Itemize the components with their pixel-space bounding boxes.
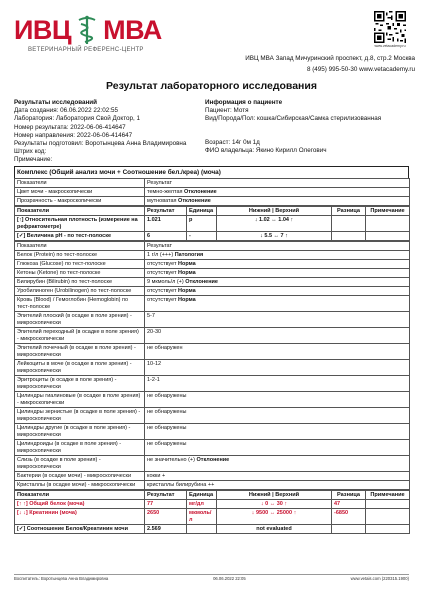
table-row (15, 328, 410, 344)
parameter-name: Цилиндры другие (в осадке в поле зрения) - микроскопически (15, 424, 145, 440)
unit-cell: мг/дл (187, 500, 217, 509)
result-flag: Норма (178, 287, 196, 294)
difference-cell (332, 232, 366, 241)
table-row (15, 424, 410, 440)
report-title: Результат лабораторного исследования (106, 80, 317, 92)
table-row (15, 278, 410, 287)
result-cell (145, 408, 410, 424)
result-value: 20-30 (147, 328, 162, 335)
result-value: не обнаружены (147, 408, 187, 415)
column-header: Показатели (15, 179, 145, 188)
meta-line: Номер направления: 2022-06-06-414647 (14, 131, 133, 139)
result-cell (145, 424, 410, 440)
column-header: Показатели (15, 491, 145, 500)
table-row (15, 232, 410, 241)
patient-name: Пациент: Мотя (205, 107, 249, 115)
table-row (15, 481, 410, 490)
result-flag: Норма (178, 269, 196, 276)
result-cell (145, 278, 410, 287)
result-value: не значительно (+) (147, 456, 195, 463)
parameter-name: Цвет мочи - макроскопически (15, 188, 145, 197)
meta-line: Штрих код: (14, 148, 47, 156)
table-row (15, 509, 410, 525)
result-value: кокки + (147, 472, 166, 479)
results-heading: Результаты исследований (14, 99, 98, 106)
result-value: отсутствует (147, 287, 177, 294)
parameter-name: Эпителий почечный (в осадке в поле зрения) - микроскопически (15, 344, 145, 360)
table-row (15, 296, 410, 312)
parameter-name: Уробилиноген (Urobilinogen) по тест-полоске (15, 287, 145, 296)
result-value: отсутствует (147, 260, 177, 267)
result-cell (145, 328, 410, 344)
table-row (15, 456, 410, 472)
column-header: Показатели (15, 242, 145, 251)
note-cell (366, 509, 410, 525)
column-header: Единица (187, 207, 217, 216)
patient-heading: Информация о пациенте (205, 99, 283, 106)
result-flag: Отклонение (196, 456, 230, 463)
column-header: Разница (332, 207, 366, 216)
result-flag: Норма (178, 296, 196, 303)
table-row (15, 260, 410, 269)
table-row (15, 392, 410, 408)
column-header: Примечание (366, 491, 410, 500)
table-row (15, 500, 410, 509)
table-row (15, 287, 410, 296)
meta-line: Дата создания: 06.06.2022 22:02:55 (14, 107, 118, 115)
result-value: не обнаружен (147, 344, 183, 351)
range-cell: ↓ 9500 ↔ 25000 ↑ (217, 509, 332, 525)
qr-caption: www.vetacademy.ru (374, 44, 406, 48)
result-value: 5-7 (147, 312, 155, 319)
parameter-name: Глюкоза (Glucose) по тест-полоске (15, 260, 145, 269)
table-row (15, 197, 410, 206)
meta-line: Результаты подготовил: Воротынцева Анна Владимировна (14, 140, 187, 148)
qr-code-icon (374, 11, 406, 43)
footer-divider (14, 574, 409, 575)
parameter-name: Цилиндроиды (в осадке в поле зрения) - микроскопически (15, 440, 145, 456)
meta-line: Примечание: (14, 156, 53, 164)
result-cell: 1.021 (145, 216, 187, 232)
result-flag: Отклонение (184, 188, 217, 195)
note-cell (366, 232, 410, 241)
parameter-name: [↑] Относительная плотность (измерение на рефрактометре) (15, 216, 145, 232)
block3-table (14, 241, 410, 490)
table-row (15, 269, 410, 278)
result-flag: Патология (174, 251, 204, 258)
caduceus-emblem-icon (73, 15, 101, 45)
result-value: 9 мкмоль/л (+) (147, 278, 184, 285)
result-value: отсутствует (147, 296, 177, 303)
table-row (15, 188, 410, 197)
note-cell (366, 525, 410, 534)
difference-cell (332, 216, 366, 232)
parameter-name: Билирубин (Bilirubin) по тест-полоске (15, 278, 145, 287)
result-cell: 2650 (145, 509, 187, 525)
result-cell (145, 440, 410, 456)
org-address: ИВЦ МВА Запад Мичуринский проспект, д.8, стр.2 Москва (245, 55, 415, 62)
parameter-name: Прозрачность - макроскопически (15, 197, 145, 206)
org-contacts: 8 (495) 995-50-30 www.vetacademy.ru (306, 66, 415, 73)
result-value: не обнаружены (147, 392, 187, 399)
unit-cell (187, 525, 217, 534)
table-row (15, 525, 410, 534)
page-footer (14, 576, 409, 581)
results-table (14, 166, 409, 534)
patient-species: Вид/Порода/Пол: кошка/Сибирская/Самка стерилизованная (205, 115, 382, 123)
result-cell (145, 456, 410, 472)
result-cell (145, 260, 410, 269)
parameter-name: Кровь (Blood) / Гемоглобин (Hemoglobin) по тест-полоске (15, 296, 145, 312)
owner-name: ФИО владельца: Якино Кирилл Олегович (205, 146, 327, 154)
unit-cell: мкмоль/л (187, 509, 217, 525)
result-value: кристаллы билирубина ++ (147, 481, 215, 488)
logo-tagline: ВЕТЕРИНАРНЫЙ РЕФЕРЕНС-ЦЕНТР (28, 47, 144, 53)
parameter-name: Бактерии (в осадке мочи) - микроскопически (15, 472, 145, 481)
table-row (15, 251, 410, 260)
logo-text-left: ИВЦ (14, 15, 72, 45)
parameter-name: Кетоны (Ketone) по тест-полоске (15, 269, 145, 278)
parameter-name: Эритроциты (в осадке в поле зрения) - микроскопически (15, 376, 145, 392)
parameter-name: [✓] Величина pH - по тест-полоске (15, 232, 145, 241)
result-cell (145, 472, 410, 481)
unit-cell: р (187, 216, 217, 232)
column-header: Результат (145, 242, 410, 251)
result-value: 10-12 (147, 360, 162, 367)
table-row (15, 440, 410, 456)
table-row (15, 344, 410, 360)
org-info (115, 53, 415, 75)
parameter-name: Кристаллы (в осадке мочи) - микроскопически (15, 481, 145, 490)
result-value: темно-желтая (147, 188, 183, 195)
result-cell (145, 312, 410, 328)
meta-line: Номер результата: 2022-06-06-414647 (14, 123, 126, 131)
parameter-name: Цилиндры зернистые (в осадке в поле зрения) - микроскопически (15, 408, 145, 424)
result-value: 1-2-1 (147, 376, 160, 383)
result-value: 1 г/л (+++) (147, 251, 174, 258)
table-row (15, 472, 410, 481)
result-cell (145, 296, 410, 312)
table-row (15, 376, 410, 392)
column-header: Разница (332, 491, 366, 500)
result-cell (145, 376, 410, 392)
table-row (15, 360, 410, 376)
result-cell: 2.569 (145, 525, 187, 534)
result-cell (145, 360, 410, 376)
result-flag: Отклонение (178, 197, 211, 204)
result-cell (145, 251, 410, 260)
parameter-name: [↓ ↓] Креатинин (моча) (15, 509, 145, 525)
block4-table (14, 490, 410, 534)
column-header: Единица (187, 491, 217, 500)
unit-cell: - (187, 232, 217, 241)
table-row (15, 216, 410, 232)
difference-cell (332, 525, 366, 534)
result-cell: 6 (145, 232, 187, 241)
range-cell: ↓ 0 ↔ 30 ↑ (217, 500, 332, 509)
result-flag: Норма (178, 260, 196, 267)
results-info (14, 99, 204, 165)
section-title: Комплекс (Общий анализ мочи + Соотношение бел./креа) (моча) (14, 166, 409, 178)
parameter-name: Белок (Protein) по тест-полоске (15, 251, 145, 260)
difference-cell: 47 (332, 500, 366, 509)
table-row (15, 408, 410, 424)
result-value: не обнаружены (147, 440, 187, 447)
footer-prepared-by: Воспитатель: Воротынцева Анна Владимировна (14, 576, 109, 581)
parameter-name: Слизь (в осадке в поле зрения) - микроскопически (15, 456, 145, 472)
result-cell (145, 481, 410, 490)
block1-table (14, 178, 410, 206)
result-value: не обнаружены (147, 424, 187, 431)
column-header: Примечание (366, 207, 410, 216)
range-cell: ↓ 5.5 ↔ 7 ↑ (217, 232, 332, 241)
range-cell: ↓ 1.02 ↔ 1.04 ↑ (217, 216, 332, 232)
result-cell: 77 (145, 500, 187, 509)
table-row (15, 312, 410, 328)
parameter-name: Эпителий переходный (в осадке в поле зрения) - микроскопически (15, 328, 145, 344)
note-cell (366, 216, 410, 232)
parameter-name: Лейкоциты в моче (в осадке в поле зрения) - микроскопически (15, 360, 145, 376)
parameter-name: Эпителий плоский (в осадке в поле зрения) - микроскопически (15, 312, 145, 328)
footer-source: www.vetais.com (220315.1900) (350, 576, 409, 581)
result-cell (145, 197, 410, 206)
result-cell (145, 188, 410, 197)
block2-table (14, 206, 410, 241)
logo-text-right: МВА (103, 15, 162, 45)
parameter-name: Цилиндры гиалиновые (в осадке в поле зрения) - микроскопически (15, 392, 145, 408)
parameter-name: [✓] Соотношение Белок/Креатинин мочи (15, 525, 145, 534)
result-flag: Отклонение (185, 278, 218, 285)
column-header: Результат (145, 179, 410, 188)
patient-age: Возраст: 14г 0м 1д (205, 138, 260, 146)
difference-cell: -6850 (332, 509, 366, 525)
result-cell (145, 269, 410, 278)
parameter-name: [↑ ↑] Общий белок (моча) (15, 500, 145, 509)
footer-date: 06.06.2022 22:05 (213, 576, 246, 581)
range-cell: not evaluated (217, 525, 332, 534)
result-cell (145, 287, 410, 296)
result-value: мутноватая (147, 197, 177, 204)
column-header: Результат (145, 207, 187, 216)
result-cell (145, 344, 410, 360)
note-cell (366, 500, 410, 509)
column-header: Нижний | Верхний (217, 207, 332, 216)
result-cell (145, 392, 410, 408)
patient-info (205, 99, 415, 155)
column-header: Нижний | Верхний (217, 491, 332, 500)
column-header: Результат (145, 491, 187, 500)
meta-line: Лаборатория: Лаборатория Свой Доктор, 1 (14, 115, 141, 123)
result-value: отсутствует (147, 269, 177, 276)
column-header: Показатели (15, 207, 145, 216)
